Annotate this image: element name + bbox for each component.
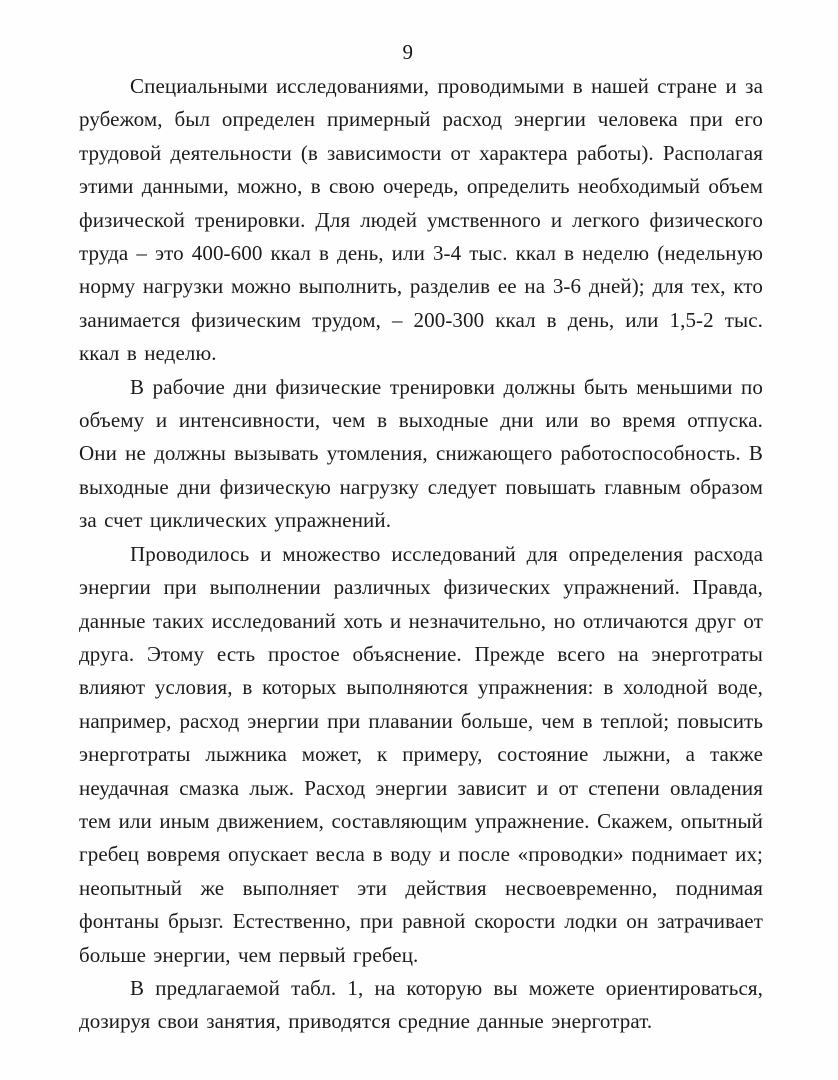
paragraph-workday-training: В рабочие дни физические тренировки должны быть меньшими по объему и интенсивности, чем в выходные дни или во время отпуска. Они не должны вызывать утомления, снижающего работоспособность. В выходные дни физическую нагрузку следует повышать главным образом за счет циклических упражнений. <box>79 374 763 533</box>
paragraph-energy-expenditure-work: Специальными исследованиями, проводимыми в нашей стране и за рубежом, был определен примерный расход энергии человека при его трудовой деятельности (в зависимости от характера работы). Располагая этими данными, можно, в свою очередь, определить необходимый объем физической тренировки. Для людей умственного и легкого физического труда – это 400-600 ккал в день, или 3-4 тыс. ккал в неделю (недельную норму нагрузки можно выполнить, разделив ее на 3-6 дней); для тех, кто занимается физическим трудом, – 200-300 ккал в день, или 1,5-2 тыс. ккал в неделю. <box>79 74 763 366</box>
paragraph-exercise-research: Проводилось и множество исследований для определения расхода энергии при выполнении различных физических упражнений. Правда, данные таких исследований хоть и незначительно, но отличаются друг от друга. Этому есть простое объяснение. Прежде всего на энерготраты влияют условия, в которых выполняются упражнения: в холодной воде, например, расход энергии при плавании больше, чем в теплой; повысить энерготраты лыжника может, к примеру, состояние лыжни, а также неудачная смазка лыж. Расход энергии зависит и от степени овладения тем или иным движением, составляющим упражнение. Скажем, опытный гребец вовремя опускает весла в воду и после «проводки» поднимает их; неопытный же выполняет эти действия несвоевременно, поднимая фонтаны брызг. Естественно, при равной скорости лодки он затрачивает больше энергии, чем первый гребец. <box>79 541 763 967</box>
page-number: 9 <box>402 40 414 64</box>
body-text <box>79 70 763 1039</box>
paragraph-table-reference: В предлагаемой табл. 1, на которую вы можете ориентироваться, дозируя свои занятия, приводятся средние данные энерготрат. <box>79 975 763 1034</box>
